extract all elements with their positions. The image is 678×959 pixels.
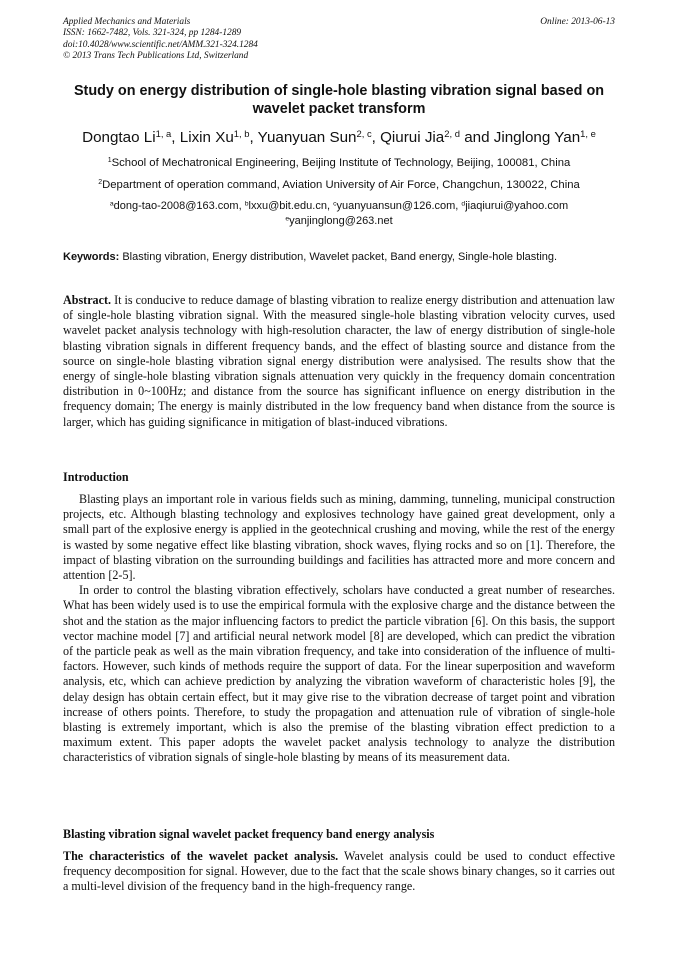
author-name: Jinglong Yan [493, 129, 581, 146]
journal-name: Applied Mechanics and Materials [63, 17, 191, 27]
author-emails: $^a$dong-tao-2008@163.com, $^b$lxxu@bit.edu.cn, $^c$yuanyuansun@126.com, $^d$jiaqiurui@yahoo.com $^e$yanjinglong@263.net [109, 200, 569, 227]
subsection-heading: The characteristics of the wavelet packet analysis. [63, 849, 339, 863]
affiliation [40, 178, 638, 192]
keywords-label: Keywords: [63, 251, 120, 263]
author-affiliation-mark: 2, d [444, 127, 460, 139]
affiliation-mark: 1 [107, 157, 112, 165]
section-body [63, 849, 615, 895]
abstract [63, 293, 615, 430]
running-header [63, 17, 615, 62]
author-list: Dongtao Li$^{1, a}$, Lixin Xu$^{1, b}$, Yuanyuan Sun$^{2, c}$, Qiurui Jia$^{2, d}$ and Jinglong Yan$^{1, e}$ [82, 127, 596, 146]
paragraph: Wavelet analysis could be used to conduct effective frequency decomposition for signal. However, due to the fact that the scale shows binary changes, so it carries out a multi-level division of the frequency band in the high-frequency range. [63, 849, 615, 894]
section-heading-introduction: Introduction [63, 470, 129, 484]
author-affiliation-mark: 1, b [233, 127, 250, 139]
online-date: Online: 2013-06-13 [540, 17, 615, 27]
email-address: lxxu@bit.edu.cn [248, 200, 327, 212]
keywords [63, 250, 615, 264]
email-address: yanjinglong@263.net [289, 215, 393, 227]
author-affiliation-mark: 2, c [356, 127, 372, 139]
paper-title: Study on energy distribution of single-hole blasting vibration signal based on wavelet packet transform [73, 83, 605, 117]
abstract-label: Abstract. [63, 293, 112, 307]
doi-line: doi:10.4028/www.scientific.net/AMM.321-324.1284 [63, 39, 258, 50]
author-affiliation-mark: 1, a [155, 127, 172, 139]
section-heading: Blasting vibration signal wavelet packet frequency band energy analysis [63, 827, 435, 841]
paragraph: In order to control the blasting vibration effectively, scholars have conducted a great number of researches. What has been widely used is to use the empirical formula with the explosive charge and the distance between the shot and the station as the major influencing factors to predict the particle vibration [6]. On this basis, the support vector machine model [7] and artificial neural network model [8] are developed, which can predict the vibration of the particle peak as well as the main vibration frequency, and take into consideration of the influence of multi-factors. However, such kinds of methods require the support of data. For the linear superposition and waveform analysis, etc, which can achieve prediction by analyzing the vibration waveform of characteristic holes [9], the delay design has obtain certain effect, but it may give rise to the vibration decrease of target point and vibration increase of others points. Therefore, to study the propagation and attenuation rule of vibration of single-hole blasting is extremely important, which is also the premise of the blasting vibration effect prediction to a maximum extent. This paper adopts the wavelet packet analysis technology to analyze the distribution characteristics of vibration signals of single-hole blasting by means of its measurement data. [63, 583, 615, 765]
affiliation [40, 156, 638, 170]
author-name: Qiurui Jia [380, 129, 445, 146]
email-address: jiaqiurui@yahoo.com [465, 200, 569, 212]
issn-line: ISSN: 1662-7482, Vols. 321-324, pp 1284-1289 [63, 28, 242, 39]
affiliation-text: School of Mechatronical Engineering, Beijing Institute of Technology, Beijing, 100081, China [111, 157, 571, 169]
email-address: dong-tao-2008@163.com [113, 200, 239, 212]
introduction-body [63, 492, 615, 766]
copyright-line: © 2013 Trans Tech Publications Ltd, Switzerland [63, 50, 249, 61]
affiliation-text: Department of operation command, Aviation University of Air Force, Changchun, 130022, China [102, 179, 580, 191]
author-name: Yuanyuan Sun [257, 129, 357, 146]
author-name: Dongtao Li [82, 129, 156, 146]
paragraph: Blasting plays an important role in various fields such as mining, damming, tunneling, municipal construction projects, etc. Although blasting technology and explosives technology have gained great development, only a small part of the explosive energy is applied in the geotechnical crushing and moving, while the rest of the energy is wasted by some negative effect like blasting vibration, shock waves, flying rocks and so on [1]. Therefore, the impact of blasting vibration on the surrounding buildings and facilities has attracted more and more concern and attention [2-5]. [63, 492, 615, 583]
email-address: yuanyuansun@126.com [336, 200, 456, 212]
affiliation-mark: 2 [98, 179, 103, 187]
author-name: Lixin Xu [179, 129, 234, 146]
abstract-text: It is conducive to reduce damage of blasting vibration to realize energy distribution and attenuation law of single-hole blasting vibration signal. With the measured single-hole blasting vibration velocity curves, used wavelet packet analysis technology with high-resolution character, the law of energy distribution of single-hole blasting vibration signals in different frequency bands, and the effect of blasting source and distance from the source on single-hole blasting vibration signal energy distribution were analysised. The results show that the energy of single-hole blasting vibration signals attenuation very quickly in the frequency domain concentration distribution in 0~100Hz; and distance from the source has significant influence on energy distribution in the frequency domain; The energy is mainly distributed in the low frequency band when distance from the source is larger, which has guiding significance in mitigation of blast-induced vibrations. [63, 293, 615, 429]
author-affiliation-mark: 1, e [580, 127, 596, 139]
keywords-text: Blasting vibration, Energy distribution, Wavelet packet, Band energy, Single-hole blasting. [122, 251, 558, 263]
